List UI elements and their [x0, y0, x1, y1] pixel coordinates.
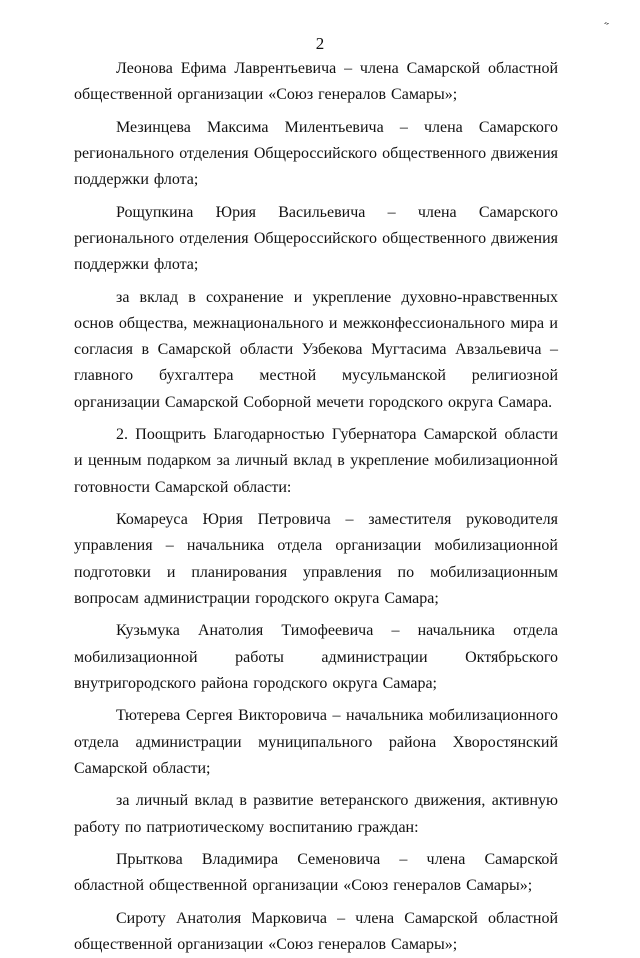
paragraph-leonov: Леонова Ефима Лаврентьевича – члена Самарской областной общественной организации «Союз генералов Самары»;	[74, 60, 558, 104]
paragraph-section-2: 2. Поощрить Благодарностью Губернатора Самарской области и ценным подарком за личный вклад в укрепление мобилизационной готовности Самарской области:	[74, 426, 558, 496]
paragraph-sirota: Сироту Анатолия Марковича – члена Самарской областной общественной организации «Союз генералов Самары»;	[74, 910, 558, 954]
paragraph-kuzmuk: Кузьмука Анатолия Тимофеевича – начальника отдела мобилизационной работы администрации Октябрьского внутригородского района городского округа Самара;	[74, 622, 558, 692]
paragraph-uzbekov: за вклад в сохранение и укрепление духовно-нравственных основ общества, межнационального и межконфессионального мира и согласия в Самарской области Узбекова Мугтасима Авзальевича – главного бухгалтера местной мусульманской религиозной организации Самарской Соборной мечети городского округа Самара.	[74, 288, 558, 411]
paragraph-komareus: Комареуса Юрия Петровича – заместителя руководителя управления – начальника отдела организации мобилизационной подготовки и планирования управления по мобилизационным вопросам администрации городского округа Самара;	[74, 511, 558, 607]
paragraph-veterans: за личный вклад в развитие ветеранского движения, активную работу по патриотическому воспитанию граждан:	[74, 792, 558, 836]
document-body	[74, 56, 558, 958]
paragraph-mezintsev: Мезинцева Максима Милентьевича – члена Самарского регионального отделения Общероссийского общественного движения поддержки флота;	[74, 118, 558, 189]
paragraph-tyuterev: Тютерева Сергея Викторовича – начальника мобилизационного отдела администрации муниципального района Хворостянский Самарской области;	[74, 707, 558, 777]
corner-mark: ˶	[602, 13, 612, 30]
page-number: 2	[315, 34, 325, 53]
paragraph-roshchupkin: Рощупкина Юрия Васильевича – члена Самарского регионального отделения Общероссийского общественного движения поддержки флота;	[74, 203, 558, 274]
paragraph-prytkov: Прыткова Владимира Семеновича – члена Самарской областной общественной организации «Союз генералов Самары»;	[74, 851, 558, 895]
